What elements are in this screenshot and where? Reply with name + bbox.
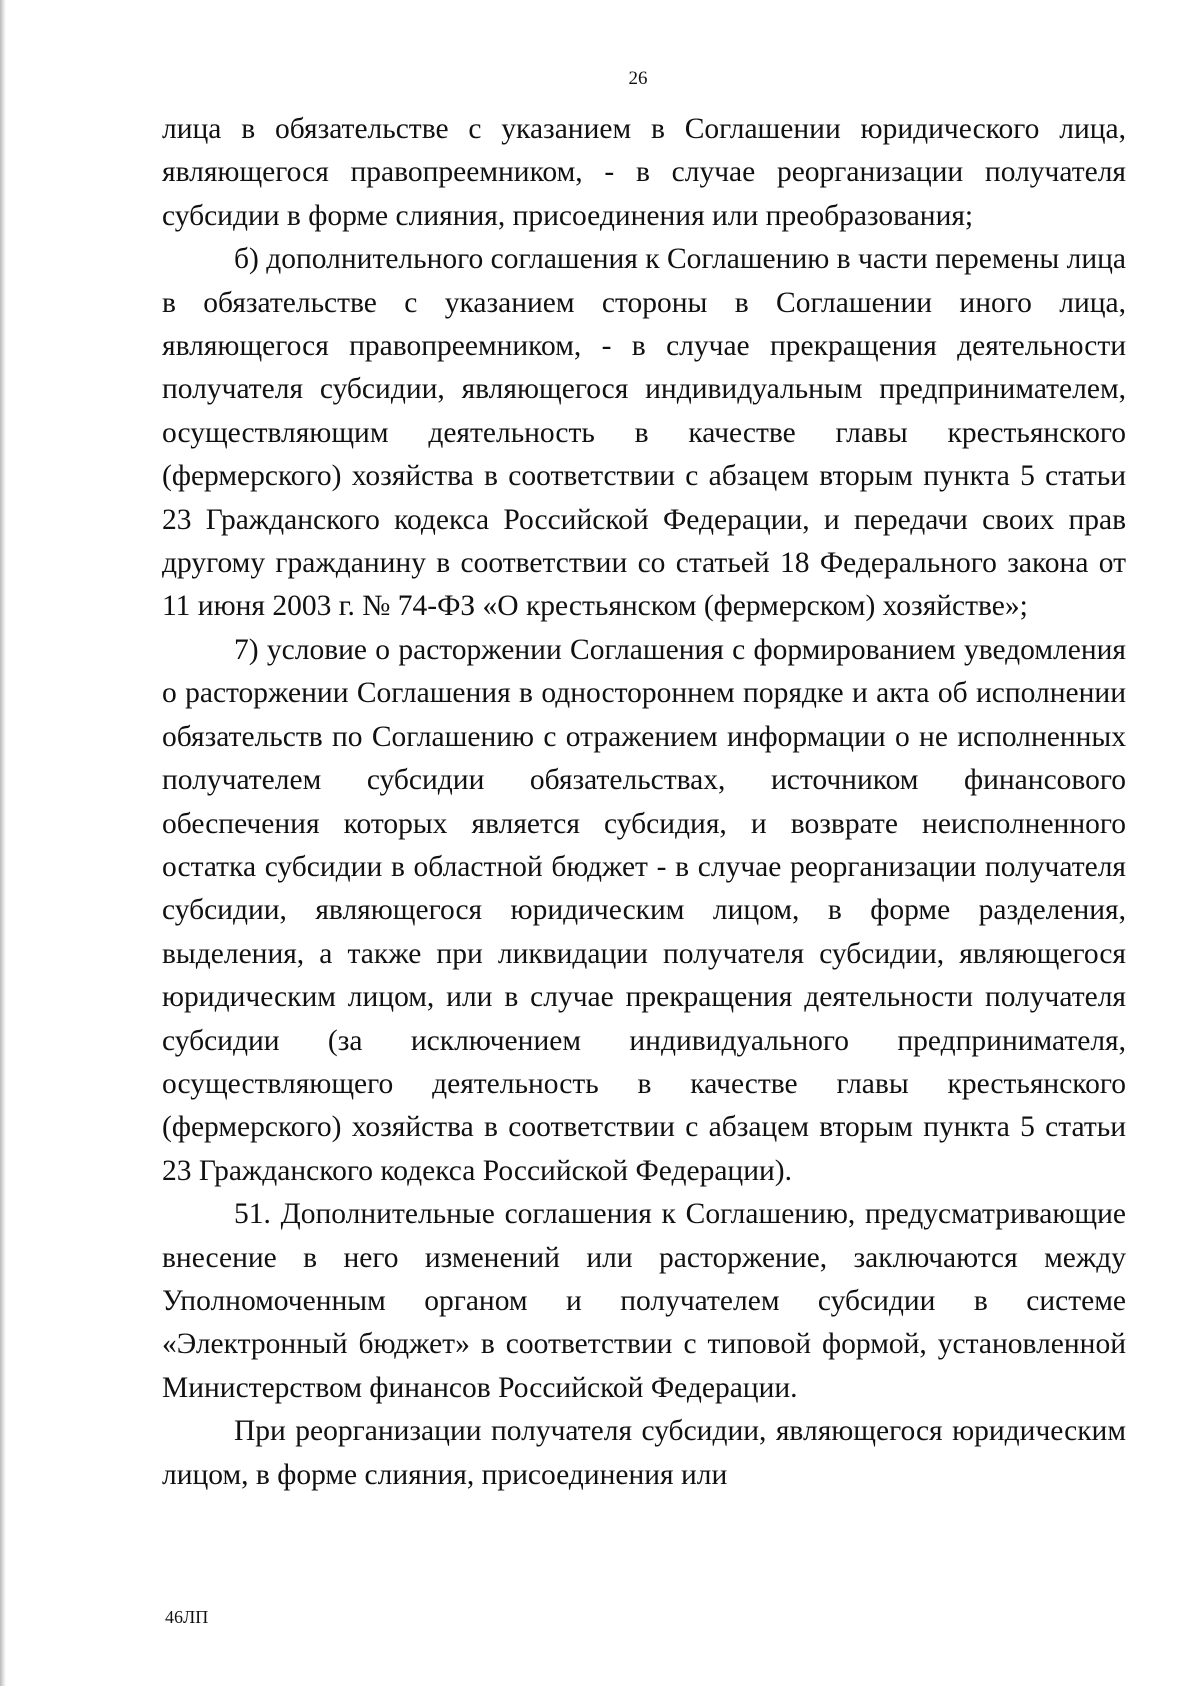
- paragraph-reorganization: При реорганизации получателя субсидии, являющегося юридическим лицом, в форме слияния, присоединения или: [162, 1415, 1126, 1491]
- paragraph-item-b: б) дополнительного соглашения к Соглашению в части перемены лица в обязательстве с указанием стороны в Соглашении иного лица, являющегося правопреемником, - в случае прекращения деятельности получателя субсидии, являющегося индивидуальным предпринимателем, осуществляющим деятельность в качестве главы крестьянского (фермерского) хозяйства в соответствии с абзацем вторым пункта 5 статьи 23 Гражданского кодекса Российской Федерации, и передачи своих прав другому гражданину в соответствии со статьей 18 Федерального закона от 11 июня 2003 г. № 74-ФЗ «О крестьянском (фермерском) хозяйстве»;: [162, 243, 1126, 623]
- paragraph-item-7: 7) условие о расторжении Соглашения с формированием уведомления о расторжении Соглашения в одностороннем порядке и акта об исполнении обязательств по Соглашению с отражением информации о не исполненных получателем субсидии обязательствах, источником финансового обеспечения которых является субсидия, и возврате неисполненного остатка субсидии в областной бюджет - в случае реорганизации получателя субсидии, являющегося юридическим лицом, в форме разделения, выделения, а также при ликвидации получателя субсидии, являющегося юридическим лицом, или в случае прекращения деятельности получателя субсидии (за исключением индивидуального предпринимателя, осуществляющего деятельность в качестве главы крестьянского (фермерского) хозяйства в соответствии с абзацем вторым пункта 5 статьи 23 Гражданского кодекса Российской Федерации).: [162, 633, 1126, 1187]
- document-body: [162, 108, 1126, 1497]
- scan-edge: [0, 0, 6, 1686]
- paragraph-continuation: лица в обязательстве с указанием в Соглашении юридического лица, являющегося правопреемником, - в случае реорганизации получателя субсидии в форме слияния, присоединения или преобразования;: [162, 113, 1126, 232]
- footer-code: 46ЛП: [165, 1607, 209, 1627]
- paragraph-point-51: 51. Дополнительные соглашения к Соглашению, предусматривающие внесение в него изменений или расторжение, заключаются между Уполномоченным органом и получателем субсидии в системе «Электронный бюджет» в соответствии с типовой формой, установленной Министерством финансов Российской Федерации.: [162, 1198, 1126, 1404]
- page-number: 26: [628, 68, 648, 89]
